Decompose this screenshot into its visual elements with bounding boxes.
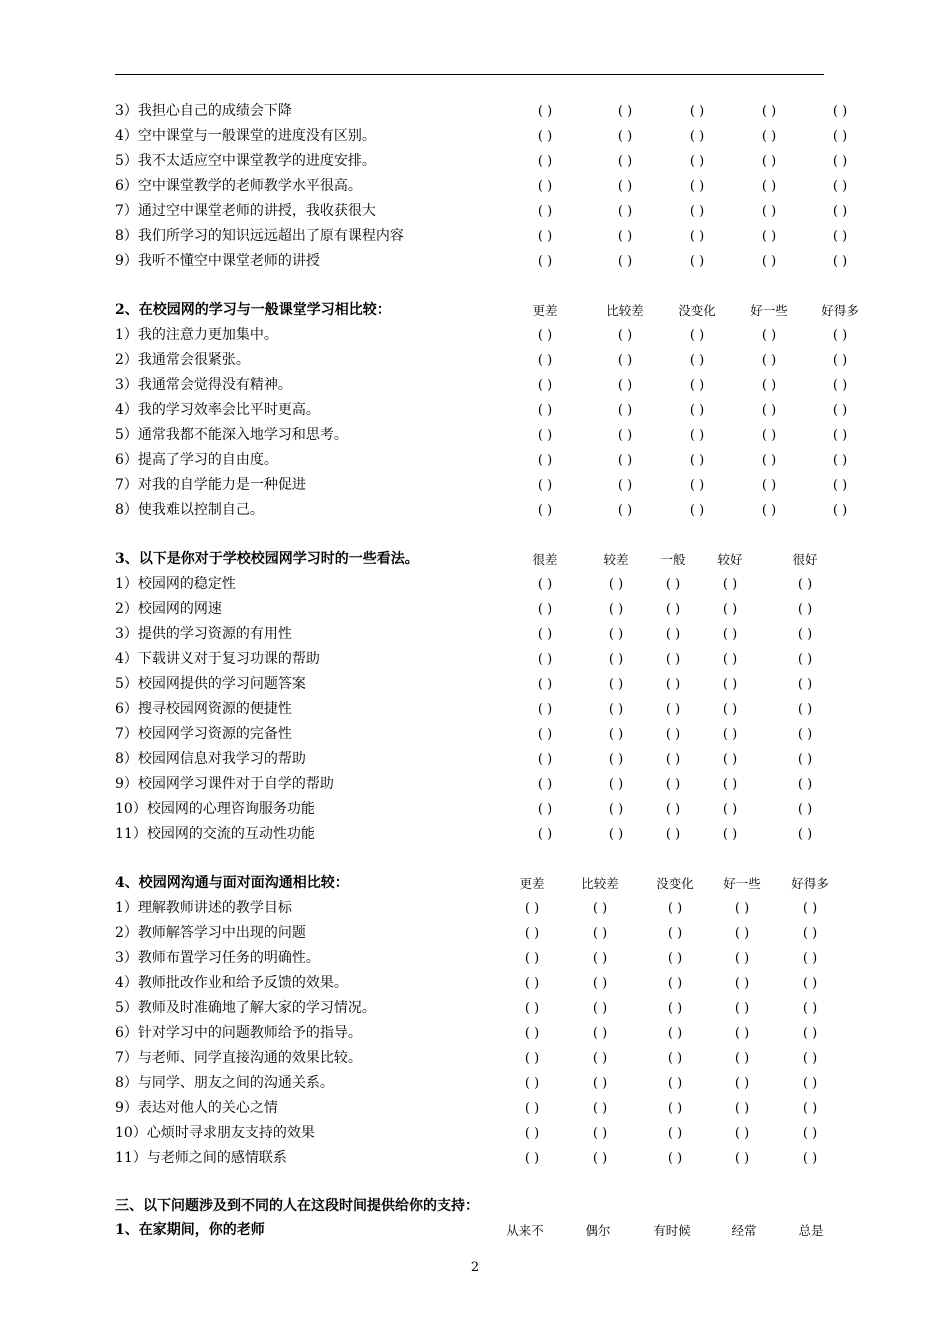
answer-option[interactable]: ( ) [667,976,683,991]
question-text: 1）校园网的稳定性 [115,576,236,592]
answer-option[interactable]: ( ) [524,1001,540,1016]
answer-option[interactable]: ( ) [524,901,540,916]
question-text: 4）空中课堂与一般课堂的进度没有区别。 [115,128,376,144]
section_2-scale-label: 更差 [532,303,558,318]
answer-option[interactable]: ( ) [608,802,624,817]
answer-option[interactable]: ( ) [665,602,681,617]
answer-option[interactable]: ( ) [537,229,553,244]
answer-option[interactable]: ( ) [617,353,633,368]
section_3-heading: 3、以下是你对于学校校园网学习时的一些看法。 [115,551,419,567]
question-row [0,697,950,722]
question-row [0,199,950,224]
answer-option[interactable]: ( ) [537,602,553,617]
question-text: 6）搜寻校园网资源的便捷性 [115,701,292,717]
answer-option[interactable]: ( ) [797,577,813,592]
question-row [0,1121,950,1146]
answer-option[interactable]: ( ) [537,179,553,194]
section_2-scale-label: 好得多 [821,303,859,318]
answer-option[interactable]: ( ) [537,403,553,418]
answer-option[interactable]: ( ) [689,328,705,343]
answer-option[interactable]: ( ) [689,229,705,244]
answer-option[interactable]: ( ) [689,254,705,269]
answer-option[interactable]: ( ) [797,677,813,692]
answer-option[interactable]: ( ) [537,453,553,468]
question-text: 2）教师解答学习中出现的问题 [115,925,306,941]
section_3-scale-label: 很好 [792,552,818,567]
answer-option[interactable]: ( ) [617,129,633,144]
answer-option[interactable]: ( ) [608,752,624,767]
answer-option[interactable]: ( ) [761,229,777,244]
answer-option[interactable]: ( ) [608,577,624,592]
answer-option[interactable]: ( ) [734,951,750,966]
answer-option[interactable]: ( ) [608,827,624,842]
answer-option[interactable]: ( ) [689,129,705,144]
answer-option[interactable]: ( ) [832,104,848,119]
question-text: 5）教师及时准确地了解大家的学习情况。 [115,1000,376,1016]
answer-option[interactable]: ( ) [665,577,681,592]
answer-option[interactable]: ( ) [722,777,738,792]
question-row [0,498,950,523]
part-3-scale-label: 经常 [731,1223,757,1238]
question-text: 5）通常我都不能深入地学习和思考。 [115,427,348,443]
part-3-scale-label: 从来不 [506,1223,544,1238]
answer-option[interactable]: ( ) [617,229,633,244]
answer-option[interactable]: ( ) [722,677,738,692]
answer-option[interactable]: ( ) [592,976,608,991]
question-text: 11）与老师之间的感情联系 [115,1150,287,1166]
answer-option[interactable]: ( ) [689,353,705,368]
question-text: 8）校园网信息对我学习的帮助 [115,751,306,767]
answer-option[interactable]: ( ) [537,677,553,692]
question-text: 4）我的学习效率会比平时更高。 [115,402,320,418]
answer-option[interactable]: ( ) [537,328,553,343]
section_3-scale-label: 一般 [660,552,686,567]
answer-option[interactable]: ( ) [722,727,738,742]
question-text: 6）针对学习中的问题教师给予的指导。 [115,1025,362,1041]
answer-option[interactable]: ( ) [722,652,738,667]
answer-option[interactable]: ( ) [689,403,705,418]
question-row [0,797,950,822]
answer-option[interactable]: ( ) [761,503,777,518]
answer-option[interactable]: ( ) [734,1026,750,1041]
question-text: 3）我担心自己的成绩会下降 [115,103,292,119]
question-text: 6）空中课堂教学的老师教学水平很高。 [115,178,362,194]
answer-option[interactable]: ( ) [524,976,540,991]
question-row [0,348,950,373]
question-text: 1）我的注意力更加集中。 [115,327,278,343]
question-row [0,597,950,622]
answer-option[interactable]: ( ) [608,727,624,742]
answer-option[interactable]: ( ) [832,403,848,418]
question-row [0,896,950,921]
answer-option[interactable]: ( ) [617,179,633,194]
question-text: 11）校园网的交流的互动性功能 [115,826,315,842]
answer-option[interactable]: ( ) [667,1076,683,1091]
answer-option[interactable]: ( ) [797,652,813,667]
answer-option[interactable]: ( ) [665,802,681,817]
section_4-scale-label: 比较差 [581,876,619,891]
answer-option[interactable]: ( ) [667,1101,683,1116]
answer-option[interactable]: ( ) [689,179,705,194]
answer-option[interactable]: ( ) [665,827,681,842]
question-text: 3）我通常会觉得没有精神。 [115,377,292,393]
answer-option[interactable]: ( ) [761,129,777,144]
answer-option[interactable]: ( ) [734,1001,750,1016]
question-row [0,996,950,1021]
answer-option[interactable]: ( ) [537,428,553,443]
question-row [0,448,950,473]
answer-option[interactable]: ( ) [722,577,738,592]
answer-option[interactable]: ( ) [722,702,738,717]
question-row [0,747,950,772]
question-text: 7）通过空中课堂老师的讲授，我收获很大 [115,203,376,219]
answer-option[interactable]: ( ) [592,901,608,916]
question-text: 1）理解教师讲述的教学目标 [115,900,292,916]
answer-option[interactable]: ( ) [802,1126,818,1141]
answer-option[interactable]: ( ) [797,702,813,717]
answer-option[interactable]: ( ) [832,204,848,219]
answer-option[interactable]: ( ) [537,727,553,742]
question-text: 10）心烦时寻求朋友支持的效果 [115,1125,315,1141]
question-row [0,1096,950,1121]
answer-option[interactable]: ( ) [608,652,624,667]
answer-option[interactable]: ( ) [537,503,553,518]
question-text: 2）校园网的网速 [115,601,222,617]
answer-option[interactable]: ( ) [832,453,848,468]
question-text: 8）使我难以控制自己。 [115,502,264,518]
answer-option[interactable]: ( ) [617,503,633,518]
answer-option[interactable]: ( ) [761,328,777,343]
answer-option[interactable]: ( ) [797,802,813,817]
answer-option[interactable]: ( ) [797,752,813,767]
section_4-heading: 4、校园网沟通与面对面沟通相比较： [115,875,349,891]
answer-option[interactable]: ( ) [524,1051,540,1066]
answer-option[interactable]: ( ) [802,1151,818,1166]
answer-option[interactable]: ( ) [537,353,553,368]
answer-option[interactable]: ( ) [665,702,681,717]
question-row [0,946,950,971]
answer-option[interactable]: ( ) [592,1151,608,1166]
answer-option[interactable]: ( ) [592,951,608,966]
question-row [0,323,950,348]
question-text: 3）提供的学习资源的有用性 [115,626,292,642]
answer-option[interactable]: ( ) [734,1101,750,1116]
answer-option[interactable]: ( ) [734,1126,750,1141]
answer-option[interactable]: ( ) [667,1126,683,1141]
answer-option[interactable]: ( ) [524,951,540,966]
answer-option[interactable]: ( ) [797,727,813,742]
answer-option[interactable]: ( ) [537,577,553,592]
answer-option[interactable]: ( ) [524,1151,540,1166]
question-text: 9）校园网学习课件对于自学的帮助 [115,776,334,792]
question-row [0,149,950,174]
answer-option[interactable]: ( ) [667,951,683,966]
question-row [0,373,950,398]
answer-option[interactable]: ( ) [832,179,848,194]
section_3-header [0,547,950,572]
answer-option[interactable]: ( ) [608,777,624,792]
question-text: 8）与同学、朋友之间的沟通关系。 [115,1075,334,1091]
section_2-heading: 2、在校园网的学习与一般课堂学习相比较： [115,302,391,318]
answer-option[interactable]: ( ) [689,428,705,443]
question-text: 7）对我的自学能力是一种促进 [115,477,306,493]
question-text: 4）下载讲义对于复习功课的帮助 [115,651,320,667]
answer-option[interactable]: ( ) [617,204,633,219]
answer-option[interactable]: ( ) [667,1001,683,1016]
answer-option[interactable]: ( ) [608,602,624,617]
answer-option[interactable]: ( ) [761,478,777,493]
answer-option[interactable]: ( ) [722,627,738,642]
answer-option[interactable]: ( ) [617,328,633,343]
answer-option[interactable]: ( ) [537,478,553,493]
answer-option[interactable]: ( ) [667,1151,683,1166]
answer-option[interactable]: ( ) [802,1076,818,1091]
answer-option[interactable]: ( ) [537,154,553,169]
question-row [0,249,950,274]
answer-option[interactable]: ( ) [734,1051,750,1066]
question-row [0,822,950,847]
question-row [0,921,950,946]
question-row [0,174,950,199]
question-text: 7）与老师、同学直接沟通的效果比较。 [115,1050,362,1066]
answer-option[interactable]: ( ) [617,154,633,169]
question-text: 5）我不太适应空中课堂教学的进度安排。 [115,153,376,169]
question-text: 9）表达对他人的关心之情 [115,1100,278,1116]
answer-option[interactable]: ( ) [761,179,777,194]
answer-option[interactable]: ( ) [537,802,553,817]
question-row [0,647,950,672]
question-text: 7）校园网学习资源的完备性 [115,726,292,742]
question-row [0,722,950,747]
question-row [0,1046,950,1071]
answer-option[interactable]: ( ) [617,403,633,418]
answer-option[interactable]: ( ) [537,827,553,842]
answer-option[interactable]: ( ) [537,652,553,667]
answer-option[interactable]: ( ) [722,752,738,767]
part-3-scale-label: 总是 [798,1223,824,1238]
answer-option[interactable]: ( ) [617,478,633,493]
answer-option[interactable]: ( ) [617,104,633,119]
question-row [0,971,950,996]
answer-option[interactable]: ( ) [802,901,818,916]
question-row [0,423,950,448]
answer-option[interactable]: ( ) [802,1051,818,1066]
answer-option[interactable]: ( ) [689,154,705,169]
answer-option[interactable]: ( ) [537,702,553,717]
part-3-scale-label: 偶尔 [585,1223,611,1238]
answer-option[interactable]: ( ) [689,104,705,119]
answer-option[interactable]: ( ) [832,478,848,493]
page-number: 2 [470,1260,480,1275]
question-row [0,99,950,124]
answer-option[interactable]: ( ) [689,378,705,393]
answer-option[interactable]: ( ) [537,752,553,767]
section_4-header [0,871,950,896]
part-3-sub-heading: 1、在家期间，你的老师 [115,1222,265,1238]
answer-option[interactable]: ( ) [761,428,777,443]
answer-option[interactable]: ( ) [797,627,813,642]
question-text: 8）我们所学习的知识远远超出了原有课程内容 [115,228,404,244]
answer-option[interactable]: ( ) [802,1001,818,1016]
question-row [0,124,950,149]
answer-option[interactable]: ( ) [667,901,683,916]
answer-option[interactable]: ( ) [537,378,553,393]
answer-option[interactable]: ( ) [761,104,777,119]
answer-option[interactable]: ( ) [832,129,848,144]
answer-option[interactable]: ( ) [832,503,848,518]
answer-option[interactable]: ( ) [537,104,553,119]
answer-option[interactable]: ( ) [617,378,633,393]
answer-option[interactable]: ( ) [689,204,705,219]
question-row [0,398,950,423]
answer-option[interactable]: ( ) [797,827,813,842]
answer-option[interactable]: ( ) [802,1026,818,1041]
question-text: 9）我听不懂空中课堂老师的讲授 [115,253,320,269]
answer-option[interactable]: ( ) [608,627,624,642]
answer-option[interactable]: ( ) [797,602,813,617]
section_4-scale-label: 好得多 [791,876,829,891]
answer-option[interactable]: ( ) [537,129,553,144]
section_3-scale-label: 较差 [603,552,629,567]
answer-option[interactable]: ( ) [832,154,848,169]
question-text: 10）校园网的心理咨询服务功能 [115,801,315,817]
answer-option[interactable]: ( ) [524,1126,540,1141]
answer-option[interactable]: ( ) [802,1101,818,1116]
answer-option[interactable]: ( ) [722,802,738,817]
answer-option[interactable]: ( ) [592,1051,608,1066]
answer-option[interactable]: ( ) [689,478,705,493]
section_2-header [0,298,950,323]
answer-option[interactable]: ( ) [537,254,553,269]
answer-option[interactable]: ( ) [617,453,633,468]
answer-option[interactable]: ( ) [524,1101,540,1116]
question-row [0,473,950,498]
section_2-scale-label: 没变化 [678,303,716,318]
header-rule [115,74,824,75]
answer-option[interactable]: ( ) [761,378,777,393]
answer-option[interactable]: ( ) [797,777,813,792]
answer-option[interactable]: ( ) [592,1101,608,1116]
question-text: 2）我通常会很紧张。 [115,352,250,368]
answer-option[interactable]: ( ) [761,453,777,468]
answer-option[interactable]: ( ) [537,204,553,219]
question-row [0,224,950,249]
answer-option[interactable]: ( ) [832,378,848,393]
answer-option[interactable]: ( ) [761,154,777,169]
answer-option[interactable]: ( ) [832,254,848,269]
answer-option[interactable]: ( ) [761,403,777,418]
answer-option[interactable]: ( ) [832,229,848,244]
section_4-scale-label: 没变化 [656,876,694,891]
answer-option[interactable]: ( ) [734,1151,750,1166]
answer-option[interactable]: ( ) [592,926,608,941]
answer-option[interactable]: ( ) [667,1051,683,1066]
answer-option[interactable]: ( ) [761,353,777,368]
section_4-scale-label: 更差 [519,876,545,891]
answer-option[interactable]: ( ) [665,752,681,767]
question-row [0,572,950,597]
answer-option[interactable]: ( ) [537,627,553,642]
question-row [0,672,950,697]
answer-option[interactable]: ( ) [722,827,738,842]
answer-option[interactable]: ( ) [665,652,681,667]
answer-option[interactable]: ( ) [617,254,633,269]
question-text: 6）提高了学习的自由度。 [115,452,278,468]
question-row [0,772,950,797]
answer-option[interactable]: ( ) [665,727,681,742]
part-3-scale-label: 有时候 [653,1223,691,1238]
answer-option[interactable]: ( ) [689,453,705,468]
answer-option[interactable]: ( ) [734,1076,750,1091]
answer-option[interactable]: ( ) [665,677,681,692]
answer-option[interactable]: ( ) [524,1076,540,1091]
answer-option[interactable]: ( ) [802,976,818,991]
answer-option[interactable]: ( ) [592,1076,608,1091]
question-row [0,622,950,647]
question-text: 3）教师布置学习任务的明确性。 [115,950,320,966]
answer-option[interactable]: ( ) [667,1026,683,1041]
answer-option[interactable]: ( ) [617,428,633,443]
question-row [0,1071,950,1096]
answer-option[interactable]: ( ) [665,777,681,792]
answer-option[interactable]: ( ) [802,951,818,966]
answer-option[interactable]: ( ) [689,503,705,518]
part-3-heading-line [0,1194,950,1219]
answer-option[interactable]: ( ) [667,926,683,941]
answer-option[interactable]: ( ) [832,428,848,443]
section_2-scale-label: 比较差 [606,303,644,318]
answer-option[interactable]: ( ) [592,1001,608,1016]
part-3-subheader [0,1218,950,1243]
section_4-scale-label: 好一些 [723,876,761,891]
answer-option[interactable]: ( ) [524,1026,540,1041]
part-3-heading: 三、以下问题涉及到不同的人在这段时间提供给你的支持： [115,1198,479,1214]
answer-option[interactable]: ( ) [722,602,738,617]
answer-option[interactable]: ( ) [608,702,624,717]
answer-option[interactable]: ( ) [734,901,750,916]
answer-option[interactable]: ( ) [802,926,818,941]
question-text: 4）教师批改作业和给予反馈的效果。 [115,975,348,991]
section_3-scale-label: 很差 [532,552,558,567]
answer-option[interactable]: ( ) [761,204,777,219]
answer-option[interactable]: ( ) [592,1126,608,1141]
answer-option[interactable]: ( ) [761,254,777,269]
question-row [0,1146,950,1171]
question-row [0,1021,950,1046]
answer-option[interactable]: ( ) [592,1026,608,1041]
answer-option[interactable]: ( ) [524,926,540,941]
answer-option[interactable]: ( ) [734,926,750,941]
question-text: 5）校园网提供的学习问题答案 [115,676,306,692]
answer-option[interactable]: ( ) [832,353,848,368]
answer-option[interactable]: ( ) [665,627,681,642]
answer-option[interactable]: ( ) [832,328,848,343]
section_2-scale-label: 好一些 [750,303,788,318]
answer-option[interactable]: ( ) [608,677,624,692]
answer-option[interactable]: ( ) [537,777,553,792]
answer-option[interactable]: ( ) [734,976,750,991]
section_3-scale-label: 较好 [717,552,743,567]
